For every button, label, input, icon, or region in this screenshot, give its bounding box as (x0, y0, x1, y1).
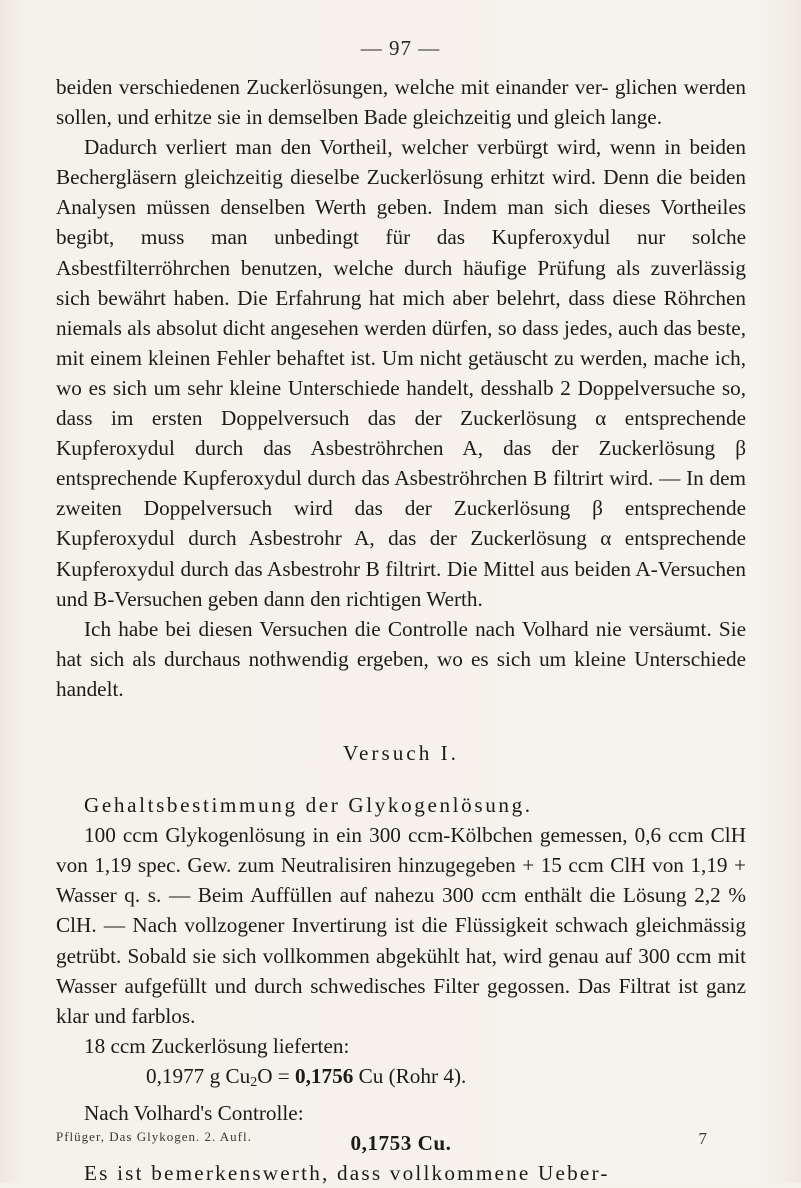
closing-line: Es ist bemerkenswerth, dass vollkommene Ueber- (84, 1161, 610, 1186)
page-footer (56, 1129, 746, 1148)
footer-citation: Pflüger, Das Glykogen. 2. Aufl. (56, 1129, 252, 1144)
paragraph-1-line-3: und gleich lange. (516, 105, 663, 130)
section-subheading: Gehaltsbestimmung der Glykogenlösung. (84, 793, 533, 818)
paragraph-1-line-2: glichen werden sollen, und erhitze sie in demselben Bade gleichzeitig (56, 75, 746, 130)
page-body (56, 72, 746, 1188)
paragraph-1 (56, 72, 746, 132)
results-intro: 18 ccm Zuckerlösung lieferten: (84, 1033, 350, 1058)
result-cu2o-equals: O = (257, 1063, 296, 1088)
paragraph-4: 100 ccm Glykogenlösung in ein 300 ccm-Kölbchen gemessen, 0,6 ccm ClH von 1,19 spec. Gew. zum Neutralisiren hinzugegeben + 15 ccm ClH von 1,19 + Wasser q. s. — Beim Auffüllen auf nahezu 300 ccm enthält die Lösung 2,2 % ClH. — Nach vollzogener Invertirung ist die Flüssigkeit schwach gleichmässig getrübt. Sobald sie sich vollkommen abgekühlt hat, wird genau auf 300 ccm mit Wasser aufgefüllt und durch schwedisches Filter gegossen. Das Filtrat ist ganz klar und farblos. (56, 823, 746, 1028)
result-line (56, 1061, 746, 1098)
result-cu2o-amount: 0,1977 g Cu (146, 1063, 251, 1088)
paragraph-1-line-1: beiden verschiedenen Zuckerlösungen, welche mit einander ver- (56, 75, 609, 99)
section-heading: Versuch I. (343, 740, 459, 765)
volhard-label: Nach Volhard's Controlle: (84, 1101, 304, 1125)
result-cu-value: 0,1756 (295, 1063, 354, 1088)
result-cu-tube: Cu (Rohr 4). (353, 1063, 467, 1088)
page-number-header: — 97 — (360, 36, 441, 60)
result-cu2o-subscript: 2 (250, 1074, 258, 1090)
paragraph-2: Dadurch verliert man den Vortheil, welcher verbürgt wird, wenn in beiden Bechergläsern gleichzeitig dieselbe Zuckerlösung erhitzt wird. Denn die beiden Analysen müssen denselben Werth geben. Indem man sich dieses Vortheiles begibt, muss man unbedingt für das Kupferoxydul nur solche Asbestfilterröhrchen benutzen, welche durch häufige Prüfung als zuverlässig sich bewährt haben. Die Erfahrung hat mich aber belehrt, dass diese Röhrchen niemals als absolut dicht angesehen werden dürfen, so dass jedes, auch das beste, mit einem kleinen Fehler behaftet ist. Um nicht getäuscht zu werden, mache ich, wo es sich um sehr kleine Unterschiede handelt, desshalb 2 Doppelversuche so, dass im ersten Doppelversuch das der Zuckerlösung α entsprechende Kupferoxydul durch das Asbeströhrchen A, das der Zuckerlösung β entsprechende Kupferoxydul durch das Asbeströhrchen B filtrirt wird. — In dem zweiten Doppelversuch wird das der Zuckerlösung β entsprechende Kupferoxydul durch Asbestrohr A, das der Zuckerlösung α entsprechende Kupferoxydul durch das Asbestrohr B filtrirt. Die Mittel aus beiden A-Versuchen und B-Versuchen geben dann den richtigen Werth. (56, 135, 746, 611)
paragraph-3: Ich habe bei diesen Versuchen die Controlle nach Volhard nie versäumt. Sie hat sich als durchaus nothwendig ergeben, wo es sich um kleine Unterschiede handelt. (56, 616, 746, 701)
volhard-value: 0,1753 Cu. (350, 1131, 452, 1156)
footer-signature: 7 (698, 1129, 708, 1148)
